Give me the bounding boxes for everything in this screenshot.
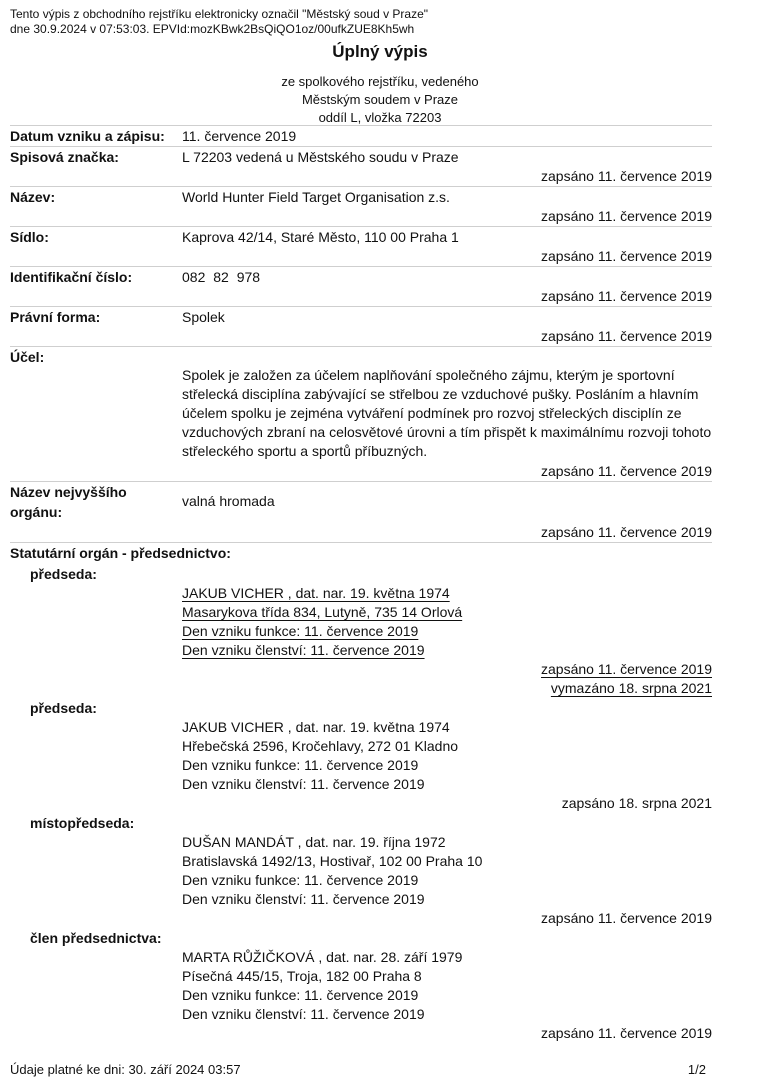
nejvyssi-organ-value: valná hromada: [182, 493, 275, 509]
nazev-label: Název:: [10, 189, 56, 205]
member-funkce: Den vzniku funkce: 11. července 2019: [182, 987, 419, 1003]
divider: [10, 346, 712, 347]
member-name: JAKUB VICHER , dat. nar. 19. května 1974: [182, 585, 450, 601]
ucel-zapsano: zapsáno 11. července 2019: [541, 463, 712, 479]
ico-label: Identifikační číslo:: [10, 269, 133, 285]
nejvyssi-organ-label-line1: Název nejvyššího: [10, 484, 127, 500]
divider: [10, 481, 712, 482]
member-role: předseda:: [30, 700, 97, 716]
member-address: Hřebečská 2596, Kročehlavy, 272 01 Kladno: [182, 738, 459, 754]
sidlo-zapsano: zapsáno 11. července 2019: [541, 248, 712, 264]
member-clenstvi: Den vzniku členství: 11. července 2019: [182, 891, 425, 907]
page-title: Úplný výpis: [332, 42, 428, 61]
member-address: Masarykova třída 834, Lutyně, 735 14 Orlová: [182, 604, 463, 620]
member-zapsano: zapsáno 18. srpna 2021: [561, 795, 712, 811]
ucel-text: Spolek je založen za účelem naplňování společného zájmu, kterým je sportovní střelecká disciplína zabývající se střelbou ze vzduchové pušky. Posláním a hlavním účelem spolku je zejména vytváření podmínek pro rozvoj střeleckých disciplín ze vzduchových zbraní na celosvětové úrovni a tím přispět k maximálnímu rozvoji tohoto střeleckého sportu a sportů příbuzných.: [182, 367, 712, 459]
member-address: Písečná 445/15, Troja, 182 00 Praha 8: [182, 968, 422, 984]
member-name: JAKUB VICHER , dat. nar. 19. května 1974: [182, 719, 450, 735]
member-clenstvi: Den vzniku členství: 11. července 2019: [182, 642, 425, 658]
datum-vzniku-value: 11. července 2019: [182, 128, 297, 144]
member-funkce: Den vzniku funkce: 11. července 2019: [182, 757, 419, 773]
member-name: DUŠAN MANDÁT , dat. nar. 19. října 1972: [182, 834, 446, 850]
nejvyssi-organ-zapsano: zapsáno 11. července 2019: [541, 524, 712, 540]
divider: [10, 266, 712, 267]
divider: [10, 306, 712, 307]
datum-vzniku-label: Datum vzniku a zápisu:: [10, 128, 165, 144]
divider: [10, 125, 712, 126]
ico-zapsano: zapsáno 11. července 2019: [541, 288, 712, 304]
subtitle-line3: oddíl L, vložka 72203: [318, 110, 442, 125]
footer-validity: Údaje platné ke dni: 30. září 2024 03:57: [10, 1062, 241, 1077]
signature-note-line1: Tento výpis z obchodního rejstříku elektronicky označil "Městský soud v Praze": [10, 7, 429, 21]
pravni-forma-label: Právní forma:: [10, 309, 101, 325]
subtitle-line1: ze spolkového rejstříku, vedeného: [281, 74, 479, 89]
member-zapsano: zapsáno 11. července 2019: [541, 1025, 712, 1041]
divider: [10, 146, 712, 147]
ucel-label: Účel:: [10, 349, 45, 365]
pravni-forma-value: Spolek: [182, 309, 225, 325]
sidlo-value: Kaprova 42/14, Staré Město, 110 00 Praha 1: [182, 229, 459, 245]
nejvyssi-organ-label-line2: orgánu:: [10, 504, 63, 520]
spisova-znacka-label: Spisová značka:: [10, 149, 119, 165]
member-clenstvi: Den vzniku členství: 11. července 2019: [182, 776, 425, 792]
nazev-zapsano: zapsáno 11. července 2019: [541, 208, 712, 224]
spisova-znacka-value: L 72203 vedená u Městského soudu v Praze: [182, 149, 459, 165]
member-funkce: Den vzniku funkce: 11. července 2019: [182, 623, 419, 639]
signature-note-line2: dne 30.9.2024 v 07:53:03. EPVId:mozKBwk2BsQiQO1oz/00ufkZUE8Kh5wh: [10, 22, 415, 36]
member-vymazano: vymazáno 18. srpna 2021: [550, 680, 712, 696]
member-zapsano: zapsáno 11. července 2019: [541, 910, 712, 926]
member-role: předseda:: [30, 566, 97, 582]
member-address: Bratislavská 1492/13, Hostivař, 102 00 Praha 10: [182, 853, 483, 869]
divider: [10, 542, 712, 543]
statutarni-organ-label: Statutární orgán - předsednictvo:: [10, 545, 231, 561]
sidlo-label: Sídlo:: [10, 229, 49, 245]
pravni-forma-zapsano: zapsáno 11. července 2019: [541, 328, 712, 344]
member-zapsano: zapsáno 11. července 2019: [541, 661, 712, 677]
divider: [10, 226, 712, 227]
subtitle-line2: Městským soudem v Praze: [301, 92, 459, 107]
member-clenstvi: Den vzniku členství: 11. července 2019: [182, 1006, 425, 1022]
nazev-value: World Hunter Field Target Organisation z.s.: [182, 189, 450, 205]
member-name: MARTA RŮŽIČKOVÁ , dat. nar. 28. září 1979: [182, 949, 463, 965]
divider: [10, 186, 712, 187]
member-role: člen předsednictva:: [30, 930, 162, 946]
spisova-znacka-zapsano: zapsáno 11. července 2019: [541, 168, 712, 184]
member-funkce: Den vzniku funkce: 11. července 2019: [182, 872, 419, 888]
page-number: 1/2: [687, 1062, 706, 1077]
member-role: místopředseda:: [30, 815, 135, 831]
ico-value: 082 82 978: [182, 269, 261, 285]
